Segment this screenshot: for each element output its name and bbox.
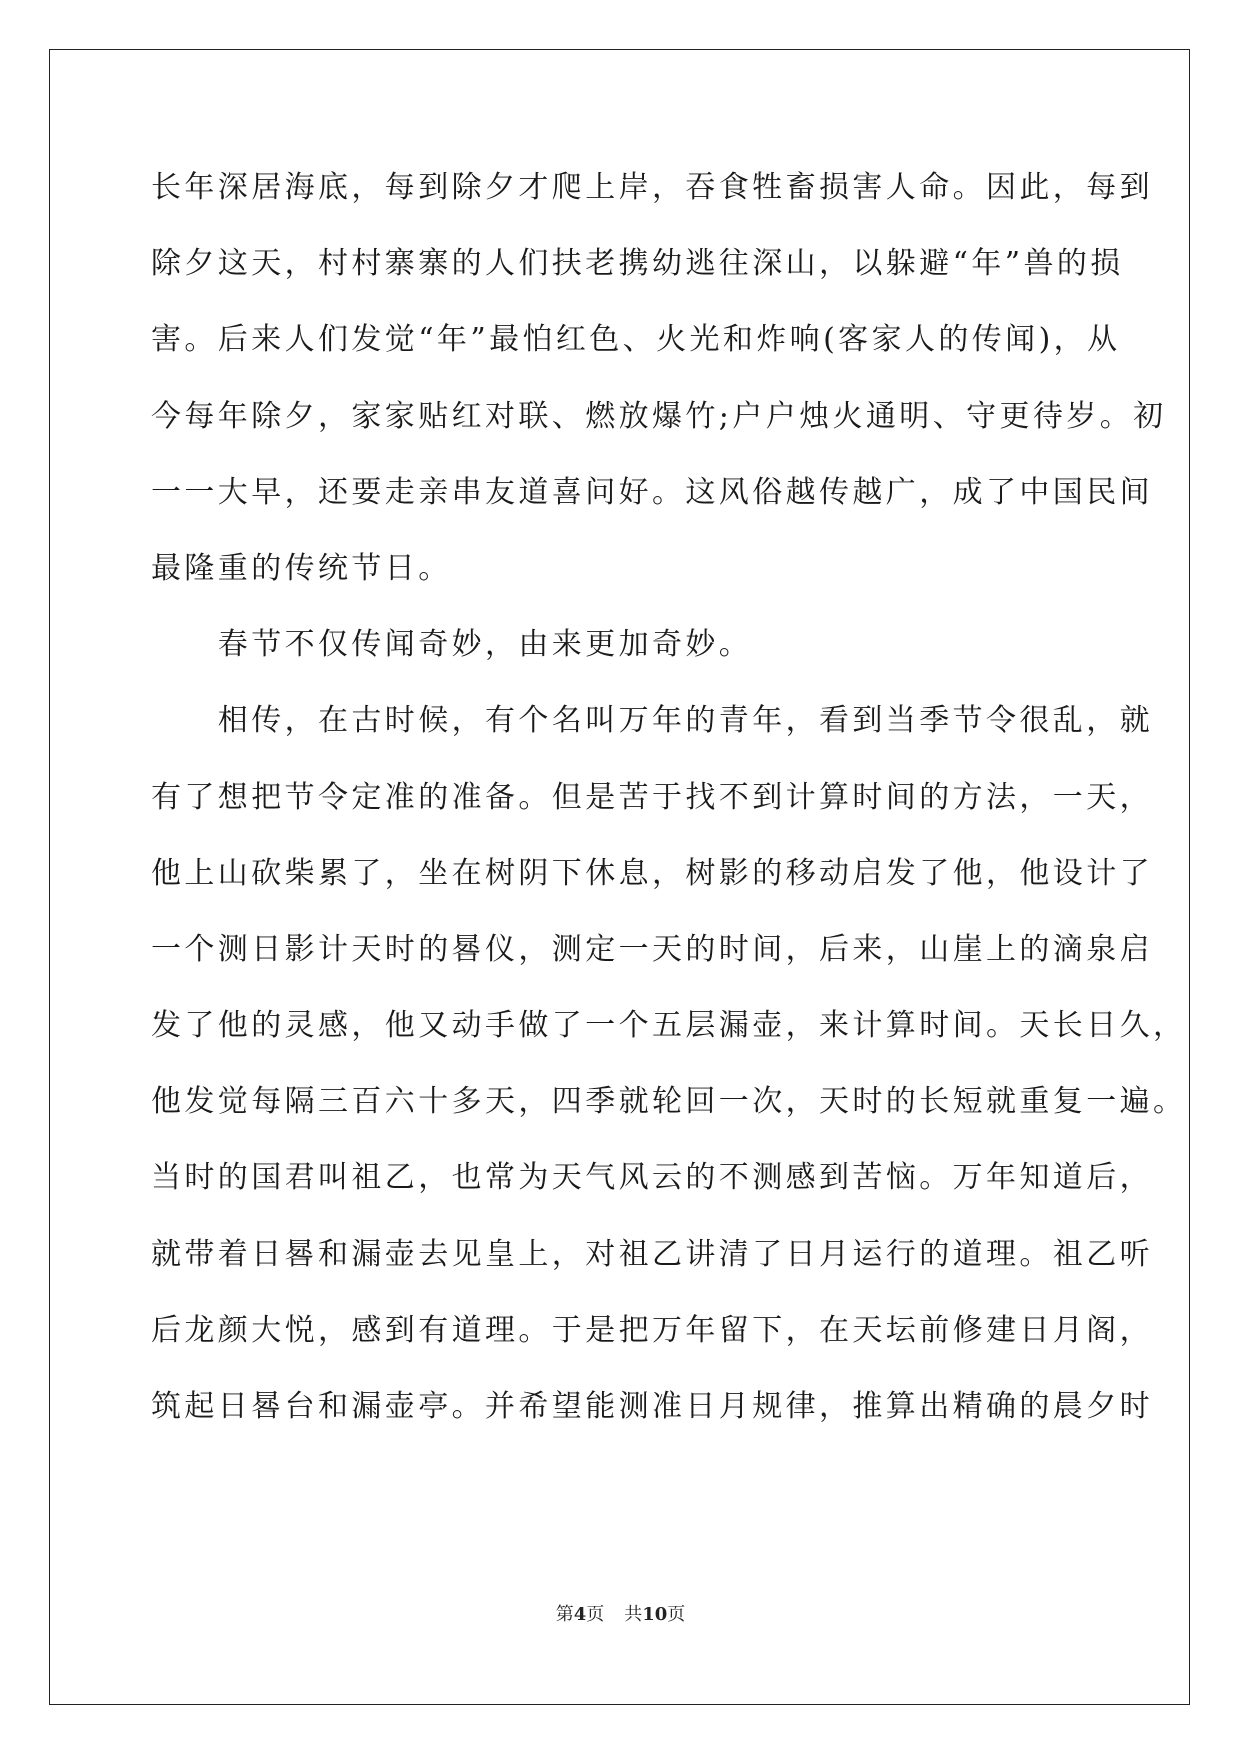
text-line: 就带着日晷和漏壶去见皇上，对祖乙讲清了日月运行的道理。祖乙听 <box>151 1236 1153 1272</box>
text-line: 当时的国君叫祖乙，也常为天气风云的不测感到苦恼。万年知道后， <box>151 1160 1153 1196</box>
page-suffix: 页 <box>586 1604 605 1625</box>
current-page-number: 4 <box>573 1604 587 1625</box>
text-line: 一个测日影计天时的晷仪，测定一天的时间，后来，山崖上的滴泉启 <box>151 931 1153 967</box>
total-suffix: 页 <box>667 1604 686 1625</box>
text-line: 一一大早，还要走亲串友道喜问好。这风俗越传越广，成了中国民间 <box>151 474 1153 510</box>
text-line: 后龙颜大悦，感到有道理。于是把万年留下，在天坛前修建日月阁， <box>151 1312 1153 1348</box>
text-line: 最隆重的传统节日。 <box>151 550 452 586</box>
text-line: 他发觉每隔三百六十多天，四季就轮回一次，天时的长短就重复一遍。 <box>151 1084 1187 1120</box>
total-prefix: 共 <box>624 1604 643 1625</box>
text-line: 有了想把节令定准的准备。但是苦于找不到计算时间的方法，一天， <box>151 779 1153 815</box>
total-page-count: 10 <box>642 1604 668 1625</box>
text-line: 春节不仅传闻奇妙，由来更加奇妙。 <box>151 627 753 663</box>
text-line: 害。后来人们发觉“年”最怕红色、火光和炸响(客家人的传闻)，从 <box>151 322 1121 358</box>
text-line: 相传，在古时候，有个名叫万年的青年，看到当季节令很乱，就 <box>151 703 1153 739</box>
page-prefix: 第 <box>555 1604 574 1625</box>
text-line: 发了他的灵感，他又动手做了一个五层漏壶，来计算时间。天长日久， <box>151 1008 1187 1044</box>
text-line: 他上山砍柴累了，坐在树阴下休息，树影的移动启发了他，他设计了 <box>151 855 1153 891</box>
text-line: 筑起日晷台和漏壶亭。并希望能测准日月规律，推算出精确的晨夕时 <box>151 1389 1153 1424</box>
text-line: 今每年除夕，家家贴红对联、燃放爆竹;户户烛火通明、守更待岁。初 <box>151 398 1167 434</box>
text-line: 长年深居海底，每到除夕才爬上岸，吞食牲畜损害人命。因此，每到 <box>151 170 1153 205</box>
page-footer <box>0 1600 1241 1626</box>
text-line: 除夕这天，村村寨寨的人们扶老携幼逃往深山，以躲避“年”兽的损 <box>151 246 1124 282</box>
document-body <box>151 160 1187 1455</box>
